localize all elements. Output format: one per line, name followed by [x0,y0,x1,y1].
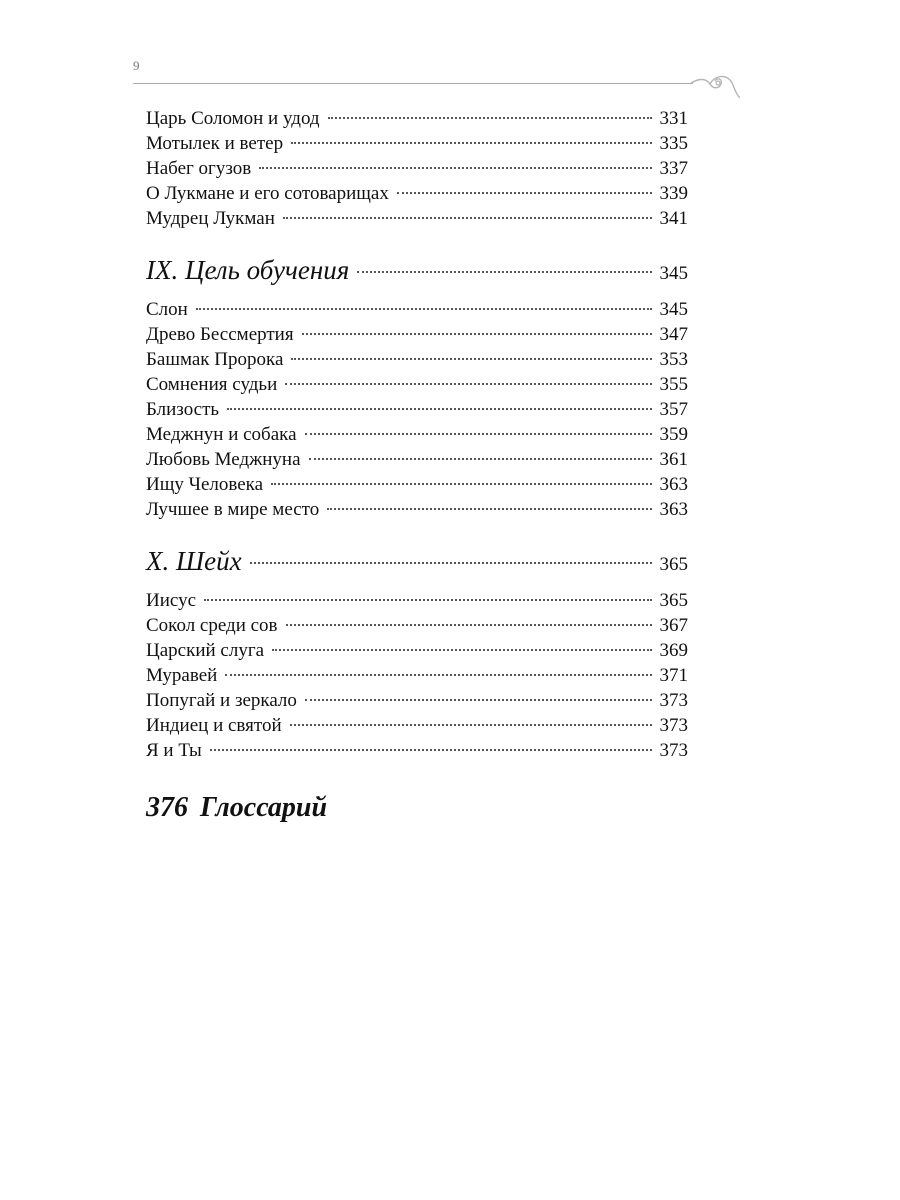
toc-entry-page: 373 [659,715,688,736]
toc-entry-page: 367 [659,615,688,636]
toc-entry-page: 353 [659,349,688,370]
toc-entry-page: 331 [659,108,688,129]
toc-entry-title: Набег огузов [146,158,252,179]
toc-entry[interactable] [146,740,688,765]
toc-entry-page: 369 [659,640,688,661]
dot-leader [271,483,651,485]
glossary-page: 376 [146,792,188,823]
toc-entry-title: Я и Ты [146,740,202,761]
table-of-contents [146,108,688,765]
toc-entry[interactable] [146,715,688,740]
dot-leader [291,142,651,144]
toc-entry[interactable] [146,615,688,640]
toc-group-2 [146,299,688,524]
dot-leader [328,117,652,119]
toc-entry-page: 365 [659,590,688,611]
page-number: 9 [133,58,140,73]
section-title: X. Шейх [146,546,242,576]
dot-leader [309,458,652,460]
dot-leader [305,699,652,701]
dot-leader [286,624,652,626]
toc-entry-title: Мудрец Лукман [146,208,275,229]
toc-entry-title: Царь Соломон и удод [146,108,320,129]
toc-group-1 [146,108,688,233]
dot-leader [397,192,652,194]
toc-entry-page: 345 [659,299,688,320]
glossary-title: Глоссарий [200,792,328,823]
dot-leader [291,358,651,360]
toc-entry[interactable] [146,474,688,499]
toc-group-3 [146,590,688,765]
toc-entry-title: Близость [146,399,220,420]
toc-entry[interactable] [146,640,688,665]
toc-entry-page: 373 [659,740,688,761]
toc-entry[interactable] [146,374,688,399]
dot-leader [227,408,651,410]
toc-entry-page: 357 [659,399,688,420]
toc-entry-page: 371 [659,665,688,686]
toc-entry-title: Любовь Меджнуна [146,449,301,470]
toc-entry-title: Башмак Пророка [146,349,284,370]
toc-entry[interactable] [146,424,688,449]
toc-entry[interactable] [146,208,688,233]
toc-entry-page: 363 [659,474,688,495]
toc-entry[interactable] [146,590,688,615]
dot-leader [305,433,652,435]
toc-entry-title: Муравей [146,665,218,686]
toc-entry-title: О Лукмане и его сотоварищах [146,183,389,204]
toc-entry[interactable] [146,108,688,133]
section-page: 365 [659,554,688,575]
section-title: IX. Цель обучения [146,255,350,285]
dot-leader [285,383,651,385]
toc-entry-page: 339 [659,183,688,204]
toc-entry-page: 373 [659,690,688,711]
toc-entry[interactable] [146,299,688,324]
toc-entry-title: Сомнения судьи [146,374,278,395]
section-heading-x[interactable] [146,546,688,582]
toc-entry[interactable] [146,349,688,374]
glossary-heading[interactable] [146,792,327,824]
toc-entry-page: 359 [659,424,688,445]
toc-entry-title: Слон [146,299,188,320]
dot-leader [302,333,652,335]
toc-entry-title: Сокол среди сов [146,615,278,636]
toc-entry-title: Царский слуга [146,640,265,661]
toc-entry[interactable] [146,690,688,715]
dot-leader [283,217,652,219]
toc-entry-page: 363 [659,499,688,520]
toc-entry[interactable] [146,158,688,183]
toc-entry-page: 355 [659,374,688,395]
toc-entry[interactable] [146,399,688,424]
toc-entry-title: Иисус [146,590,197,611]
dot-leader [259,167,651,169]
dot-leader [357,271,651,273]
toc-entry-title: Попугай и зеркало [146,690,297,711]
toc-entry[interactable] [146,499,688,524]
dot-leader [196,308,652,310]
toc-entry[interactable] [146,133,688,158]
toc-entry-title: Мотылек и ветер [146,133,284,154]
toc-entry-page: 341 [659,208,688,229]
toc-entry-title: Древо Бессмертия [146,324,294,345]
toc-entry-title: Ищу Человека [146,474,264,495]
dot-leader [225,674,651,676]
toc-entry-title: Индиец и святой [146,715,282,736]
dot-leader [210,749,652,751]
toc-entry-title: Меджнун и собака [146,424,297,445]
header-rule [133,83,693,84]
toc-entry[interactable] [146,324,688,349]
dot-leader [272,649,651,651]
toc-entry-page: 361 [659,449,688,470]
toc-entry-title: Лучшее в мире место [146,499,320,520]
dot-leader [204,599,651,601]
dot-leader [327,508,651,510]
toc-entry[interactable] [146,449,688,474]
section-heading-ix[interactable] [146,255,688,291]
toc-entry-page: 337 [659,158,688,179]
section-page: 345 [659,263,688,284]
toc-entry-page: 347 [659,324,688,345]
toc-entry-page: 335 [659,133,688,154]
dot-leader [290,724,652,726]
toc-entry[interactable] [146,665,688,690]
flourish-ornament-icon [688,72,740,102]
toc-entry[interactable] [146,183,688,208]
dot-leader [250,562,652,564]
